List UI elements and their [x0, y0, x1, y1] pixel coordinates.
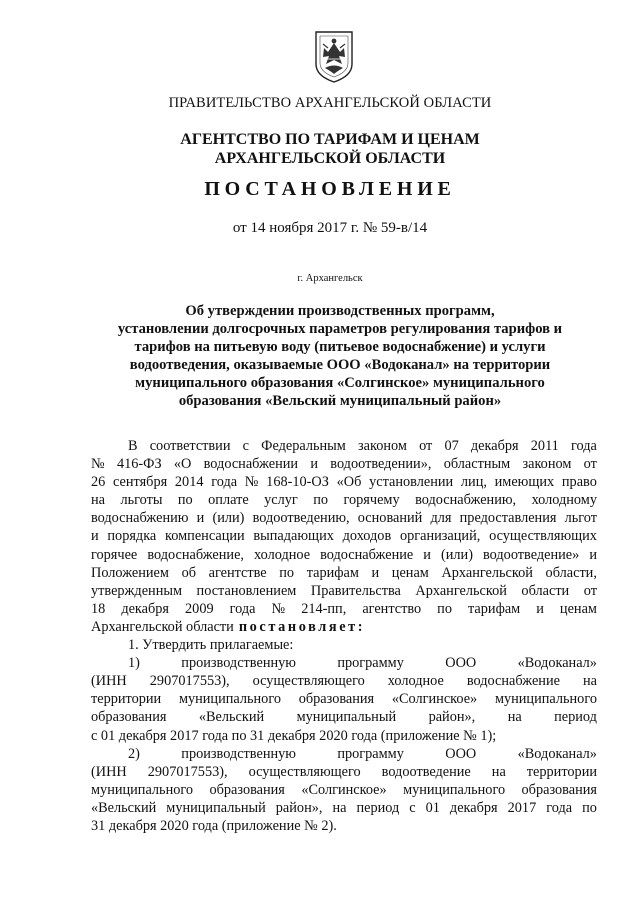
body-word: муниципального [494, 691, 597, 708]
body-text-fragment: Архангельской области [91, 618, 234, 635]
body-word: (ИНН [91, 763, 127, 780]
body-word: водоснабжение, [147, 546, 244, 563]
government-title: ПРАВИТЕЛЬСТВО АРХАНГЕЛЬСКОЙ ОБЛАСТИ [168, 95, 492, 111]
body-word: на [582, 673, 597, 690]
body-line [91, 491, 597, 509]
body-line [91, 473, 597, 491]
body-word: период [356, 799, 400, 816]
subject-line: муниципального образования «Солгинское» муниципального [135, 375, 545, 391]
body-word: 2011 [530, 438, 559, 454]
body-word: оплате [208, 492, 249, 509]
body-word: льготы [120, 492, 163, 509]
body-word: ООО [445, 745, 477, 762]
body-word: водоснабжению [91, 510, 189, 527]
body-word: порядка [107, 528, 157, 545]
body-word: № [271, 600, 286, 617]
body-line [91, 672, 597, 690]
body-word: Положением [91, 564, 169, 581]
body-word: законом [522, 456, 572, 473]
body-word: тарифам [306, 564, 359, 581]
body-word: предоставления [459, 510, 557, 527]
body-word: года [571, 438, 597, 454]
body-word: имеющих [494, 474, 555, 491]
body-word: льгот [564, 510, 597, 527]
body-word: области [521, 582, 570, 599]
body-word: областным [443, 456, 511, 473]
body-word: осуществляющего [248, 763, 361, 780]
body-word: 2017 [507, 799, 537, 816]
body-line [91, 582, 597, 600]
subject-line: водоотведения, оказываемые ООО «Водоканал» на территории [129, 357, 551, 373]
body-word: образования [298, 691, 375, 708]
body-word: муниципальный [166, 799, 266, 816]
body-word: право [561, 474, 597, 491]
city-label: г. Архангельск [297, 273, 363, 284]
body-word: 18 [91, 600, 106, 617]
body-line [91, 781, 597, 799]
subject-line: Об утверждении производственных программ, [185, 303, 495, 319]
body-word: Архангельской [441, 564, 533, 581]
body-word: 214-пп, [301, 600, 347, 617]
body-word: 2009 [185, 600, 214, 617]
body-word: об [181, 564, 196, 581]
body-word: тарифам [468, 600, 521, 617]
body-line [91, 546, 597, 564]
body-word: № [91, 456, 105, 473]
body-word: холодное [254, 546, 311, 563]
body-word: декабря [121, 600, 170, 617]
body-word: компенсации [165, 528, 245, 545]
body-word: и [91, 528, 99, 545]
subject-line: образования «Вельский муниципальный район» [178, 393, 502, 409]
body-word: водоснабжение [466, 673, 560, 690]
subject-line: установлении долгосрочных параметров регулирования тарифов и [117, 321, 563, 337]
body-word: осуществляющего [252, 673, 365, 690]
body-word: организаций, [399, 528, 481, 545]
body-word: 2907017553), [149, 673, 230, 690]
body-word: водоснабжение [320, 546, 414, 563]
body-word: от [419, 438, 433, 454]
body-line [91, 509, 597, 527]
body-word: (или) [212, 510, 245, 527]
body-word: 168-10-ОЗ [266, 474, 329, 491]
body-word: ООО [445, 655, 477, 672]
body-word: на [91, 492, 105, 509]
item-1-text: 1. Утвердить прилагаемые: [128, 637, 294, 654]
body-word: по [313, 492, 329, 509]
body-word: и [589, 546, 597, 563]
body-word: и [196, 510, 205, 527]
body-word: года [211, 474, 238, 491]
body-line [91, 455, 597, 473]
body-word: муниципального [178, 691, 281, 708]
body-word: 07 [444, 438, 459, 454]
body-word: по [177, 492, 193, 509]
document-body [91, 437, 597, 835]
body-word: горячему [343, 492, 400, 509]
body-word: года [546, 799, 573, 816]
subitem-2-last-line: 31 декабря 2020 года (приложение № 2). [91, 817, 337, 834]
body-line [91, 727, 597, 745]
body-line [91, 618, 597, 636]
body-word: Федеральным [261, 438, 346, 454]
body-word: Архангельской [415, 582, 507, 599]
body-word: доходов [342, 528, 392, 545]
body-word: соответствии [149, 438, 231, 454]
body-word: водоснабжении [203, 456, 299, 473]
body-word: 2014 [174, 474, 204, 491]
body-word: от [583, 456, 597, 473]
body-word: период [554, 709, 597, 726]
body-word: с [409, 799, 416, 816]
subitem-1 [91, 654, 597, 726]
body-word: выпадающих [253, 528, 334, 545]
subitem-2 [91, 745, 597, 817]
body-word: услуг [264, 492, 298, 509]
document-type-title: ПОСТАНОВЛЕНИЕ [204, 178, 456, 200]
body-word: ценам [559, 600, 597, 617]
body-word: программу [337, 745, 404, 762]
body-line [91, 527, 597, 545]
body-word: с [242, 438, 250, 454]
body-word: 01 [425, 799, 440, 816]
body-word: «Вельский [91, 799, 157, 816]
body-word: «Об [336, 474, 362, 491]
body-word: на [332, 799, 347, 816]
body-word: осуществляющих [489, 528, 597, 545]
body-word: постановлением [196, 582, 297, 599]
body-word: декабря [449, 799, 498, 816]
body-word: холодному [531, 492, 597, 509]
body-word: образования [209, 781, 285, 798]
body-word: район», [275, 799, 323, 816]
body-word: на [507, 709, 522, 726]
body-word: «Водоканал» [517, 655, 597, 672]
body-line [91, 745, 597, 763]
body-word: производственную [181, 655, 296, 672]
body-word: на [491, 763, 506, 780]
body-word: № [244, 474, 259, 491]
body-word: территории [91, 691, 162, 708]
body-word: водоотведению, [252, 510, 350, 527]
body-word: утвержденным [91, 582, 183, 599]
body-line [91, 690, 597, 708]
body-word: по [582, 799, 597, 816]
body-word: и [536, 600, 544, 617]
body-word: водоотведение» [483, 546, 580, 563]
body-word: декабря [470, 438, 519, 454]
body-line [91, 564, 597, 582]
body-word: лиц, [460, 474, 487, 491]
body-word: 416-ФЗ [116, 456, 162, 473]
body-word: агентство [362, 600, 422, 617]
body-word: и [371, 564, 380, 581]
body-word: «О [173, 456, 192, 473]
subject-line: тарифов на питьевую воду (питьевое водоснабжение) и услуги [134, 339, 546, 355]
body-word: муниципального [403, 781, 506, 798]
body-word: по [437, 600, 452, 617]
preamble-paragraph [91, 437, 597, 618]
body-word: законом [357, 438, 407, 454]
decree-keyword: постановляет: [238, 618, 366, 635]
body-word: «Солгинское» [301, 781, 387, 798]
subitem-1-last-line: с 01 декабря 2017 года по 31 декабря 2020 года (приложение № 1); [91, 727, 497, 744]
body-word: «Вельский [198, 709, 265, 726]
document-subject [100, 302, 580, 410]
agency-title-line-2: АРХАНГЕЛЬСКОЙ ОБЛАСТИ [214, 150, 446, 167]
body-word: водоотведение [381, 763, 471, 780]
body-word: территории [526, 763, 597, 780]
body-line [91, 799, 597, 817]
body-word: агентстве [208, 564, 267, 581]
body-word: области, [545, 564, 597, 581]
coat-of-arms-emblem [314, 30, 354, 84]
body-word: водоотведении», [330, 456, 432, 473]
body-line [91, 437, 597, 455]
body-line [91, 708, 597, 726]
agency-title-line-1: АГЕНТСТВО ПО ТАРИФАМ И ЦЕНАМ [180, 131, 480, 148]
date-and-number: от 14 ноября 2017 г. № 59-в/14 [232, 220, 428, 236]
body-word: и [310, 456, 319, 473]
body-word: по [279, 564, 295, 581]
body-word: программу [337, 655, 404, 672]
body-word: холодное [387, 673, 444, 690]
body-word: года [229, 600, 256, 617]
body-word: муниципального [91, 781, 194, 798]
body-line [91, 763, 597, 781]
body-word: «Водоканал» [517, 745, 597, 762]
body-word: (или) [441, 546, 473, 563]
body-word: 1) [128, 655, 140, 672]
body-line [91, 654, 597, 672]
body-word: производственную [181, 745, 296, 762]
body-word: от [583, 582, 597, 599]
body-word: (ИНН [91, 673, 127, 690]
body-line [91, 600, 597, 618]
body-word: водоснабжению, [415, 492, 517, 509]
body-word: образования [91, 709, 167, 726]
body-word: 26 [91, 474, 106, 491]
body-word: сентября [113, 474, 168, 491]
body-word: оснований [357, 510, 423, 527]
body-word: горячее [91, 546, 138, 563]
body-word: образования [521, 781, 597, 798]
body-word: В [128, 438, 138, 454]
body-word: муниципальный [296, 709, 397, 726]
body-word: установлении [369, 474, 454, 491]
body-word: ценам [391, 564, 429, 581]
body-word: «Солгинское» [391, 691, 478, 708]
body-line [91, 817, 597, 835]
body-word: район», [428, 709, 476, 726]
body-word: и [423, 546, 431, 563]
body-word: 2907017553), [147, 763, 228, 780]
body-word: 2) [128, 745, 140, 762]
body-word: для [430, 510, 452, 527]
body-word: Правительства [310, 582, 401, 599]
item-1 [91, 636, 597, 654]
